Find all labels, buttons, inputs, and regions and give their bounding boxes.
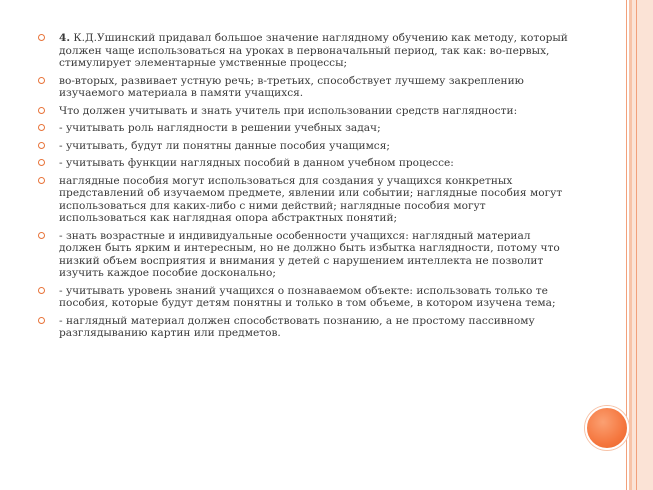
list-item: [38, 285, 576, 310]
list-item: [38, 105, 576, 118]
list-item: [38, 315, 576, 340]
item-text: - учитывать уровень знаний учащихся о познаваемом объекте: использовать только те пособия, которые будут детям понятны и только в том объеме, в котором изучена тема;: [59, 284, 556, 309]
list-item: [38, 157, 576, 170]
item-number: 4.: [59, 32, 71, 44]
item-text: - учитывать, будут ли понятны данные пособия учащимся;: [59, 139, 390, 152]
item-text: - знать возрастные и индивидуальные особенности учащихся: наглядный материал должен быть ярким и интересным, но не должно быть избытка наглядности, потому что низкий объем восприятия и внимания у детей с нарушением интеллекта не позволит изучить каждое пособие досконально;: [59, 229, 560, 279]
circle-bullet-icon: [38, 317, 45, 324]
item-text: К.Д.Ушинский придавал большое значение наглядному обучению как методу, который должен чаще использоваться на уроках в первоначальный период, так как: во-первых, стимулирует элементарные умственные процессы;: [59, 32, 568, 69]
circle-bullet-icon: [38, 232, 45, 239]
item-text: во-вторых, развивает устную речь; в-третьих, способствует лучшему закреплению изучаемого материала в памяти учащихся.: [59, 74, 524, 99]
circle-bullet-icon: [38, 34, 45, 41]
list-item: [38, 122, 576, 135]
list-item: [38, 75, 576, 100]
list-item: [38, 230, 576, 280]
circle-bullet-icon: [38, 77, 45, 84]
bullet-list: [38, 32, 576, 345]
circle-bullet-icon: [38, 287, 45, 294]
right-border-line: [636, 0, 637, 490]
list-item: [38, 32, 576, 70]
item-text: - наглядный материал должен способствовать познанию, а не простому пассивному разглядыванию картин или предметов.: [59, 314, 535, 339]
list-item: [38, 175, 576, 225]
list-item: [38, 140, 576, 153]
circle-bullet-icon: [38, 177, 45, 184]
item-text: - учитывать функции наглядных пособий в данном учебном процессе:: [59, 157, 454, 169]
circle-bullet-icon: [38, 124, 45, 131]
orange-circle-icon: [585, 406, 629, 450]
circle-bullet-icon: [38, 142, 45, 149]
item-text: наглядные пособия могут использоваться для создания у учащихся конкретных представлений об изучаемом предмете, явлении или событии; наглядные пособия могут использоваться для каких-либо с ними действий; наглядные пособия могут использоваться как наглядная опора абстрактных понятий;: [59, 174, 563, 224]
circle-bullet-icon: [38, 107, 45, 114]
item-text: Что должен учитывать и знать учитель при использовании средств наглядности:: [59, 104, 518, 117]
circle-bullet-icon: [38, 159, 45, 166]
item-text: - учитывать роль наглядности в решении учебных задач;: [59, 122, 381, 134]
